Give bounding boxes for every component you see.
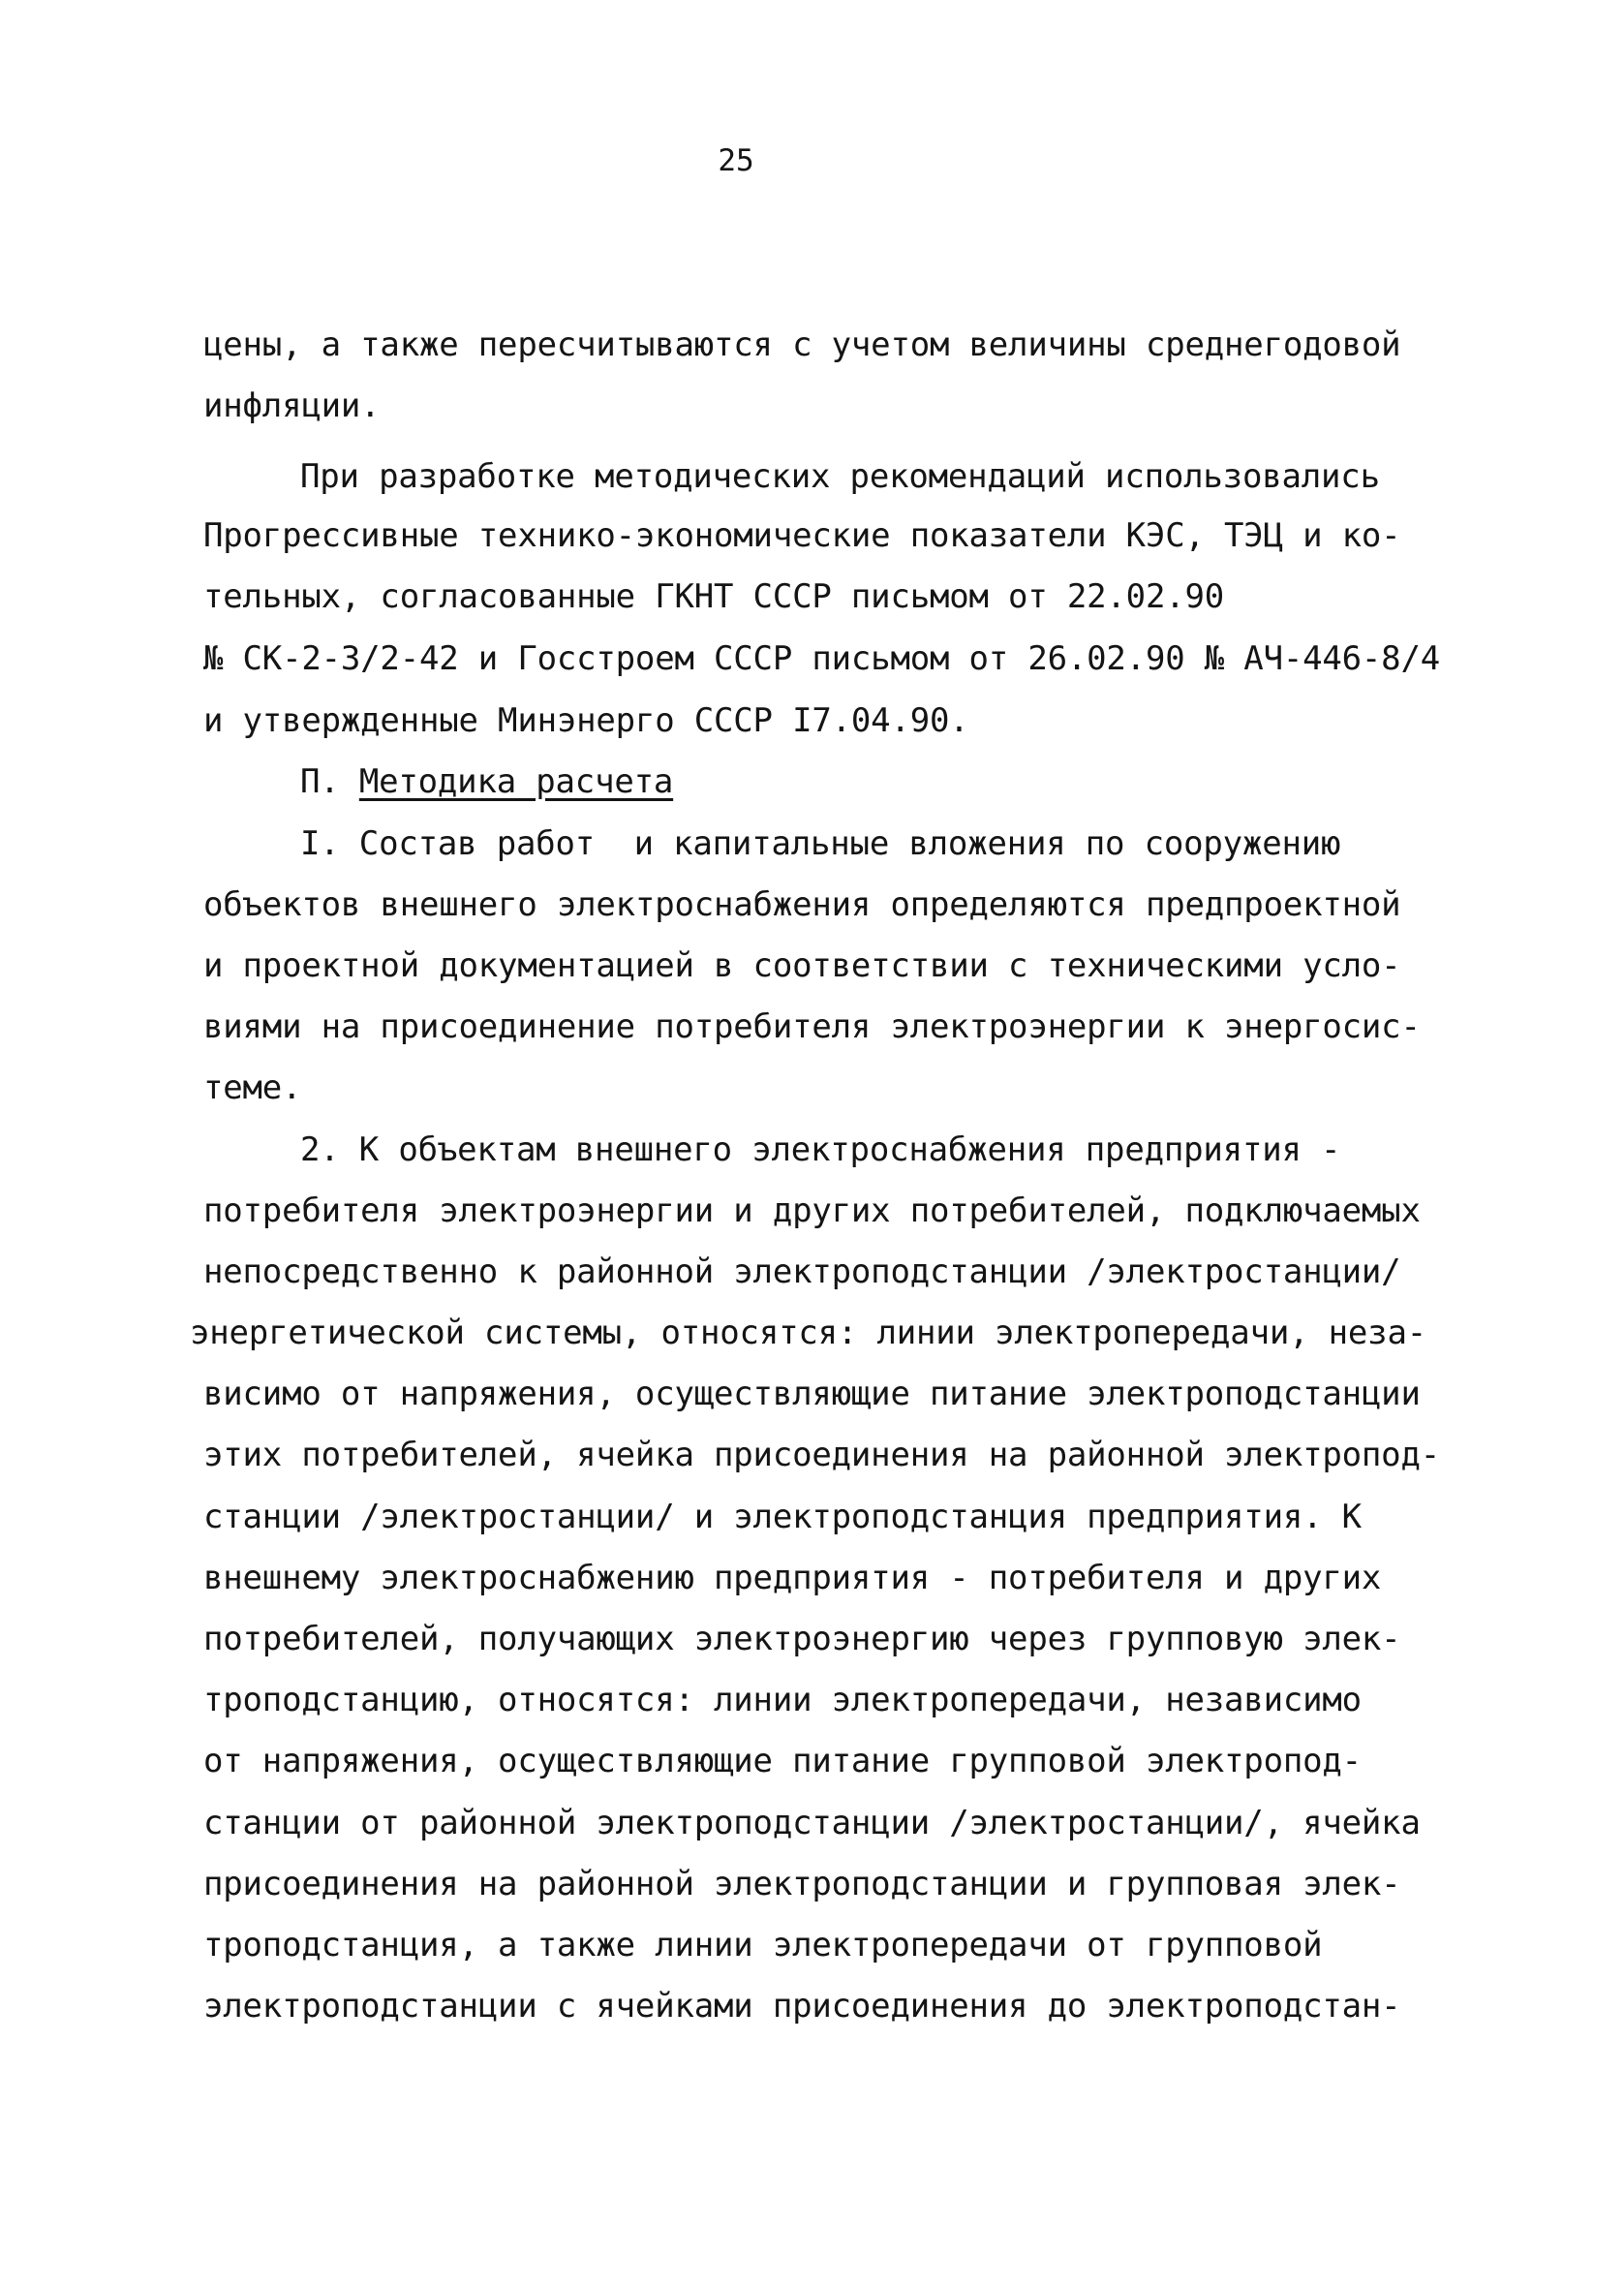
- text-line: теме.: [203, 1068, 302, 1107]
- paragraph-start-line: 2. К объектам внешнего электроснабжения предприятия -: [300, 1130, 1341, 1169]
- text-line: висимо от напряжения, осуществляющие питание электроподстанции: [203, 1375, 1421, 1413]
- text-line: непосредственно к районной электроподстанции /электростанции/: [203, 1253, 1401, 1291]
- text-line: энергетической системы, относятся: линии электропередачи, неза-: [190, 1314, 1426, 1352]
- text-line: и утвержденные Минэнерго СССР I7.04.90.: [203, 701, 969, 740]
- text-line: присоединения на районной электроподстанции и групповая элек-: [203, 1865, 1401, 1903]
- text-line: № СК-2-3/2-42 и Госстроем СССР письмом от 26.02.90 № АЧ-446-8/4: [203, 639, 1440, 678]
- section-title: Методика расчета: [358, 762, 674, 801]
- text-line: этих потребителей, ячейка присоединения на районной электропод-: [203, 1436, 1440, 1474]
- paragraph-start-line: При разработке методических рекомендаций использовались: [300, 457, 1380, 496]
- paragraph-start-line: I. Состав работ и капитальные вложения по сооружению: [300, 824, 1341, 863]
- text-line: тельных, согласованные ГКНТ СССР письмом от 22.02.90: [203, 577, 1225, 616]
- text-line: троподстанцию, относятся: линии электропередачи, независимо: [203, 1681, 1362, 1719]
- text-line: электроподстанции с ячейками присоединения до электроподстан-: [203, 1987, 1401, 2026]
- text-line: потребителя электроэнергии и других потребителей, подключаемых: [203, 1191, 1421, 1230]
- text-line: станции /электростанции/ и электроподстанция предприятия. К: [203, 1498, 1362, 1536]
- text-line: виями на присоединение потребителя электроэнергии к энергосис-: [203, 1007, 1421, 1046]
- text-line: потребителей, получающих электроэнергию через групповую элек-: [203, 1620, 1401, 1658]
- text-line: станции от районной электроподстанции /электростанции/, ячейка: [203, 1804, 1421, 1842]
- page-number: 25: [718, 143, 754, 178]
- section-heading: [300, 762, 673, 801]
- text-line: троподстанция, а также линии электропередачи от групповой: [203, 1926, 1323, 1964]
- text-line: от напряжения, осуществляющие питание групповой электропод-: [203, 1742, 1362, 1780]
- text-line: цены, а также пересчитываются с учетом величины среднегодовой: [203, 325, 1401, 364]
- text-line: и проектной документацией в соответствии с техническими усло-: [203, 946, 1401, 985]
- text-line: объектов внешнего электроснабжения определяются предпроектной: [203, 885, 1401, 924]
- text-line: инфляции.: [203, 387, 381, 425]
- text-line: внешнему электроснабжению предприятия - потребителя и других: [203, 1559, 1382, 1597]
- text-line: Прогрессивные технико-экономические показатели КЭС, ТЭЦ и ко-: [203, 516, 1401, 555]
- section-number: П.: [300, 762, 340, 801]
